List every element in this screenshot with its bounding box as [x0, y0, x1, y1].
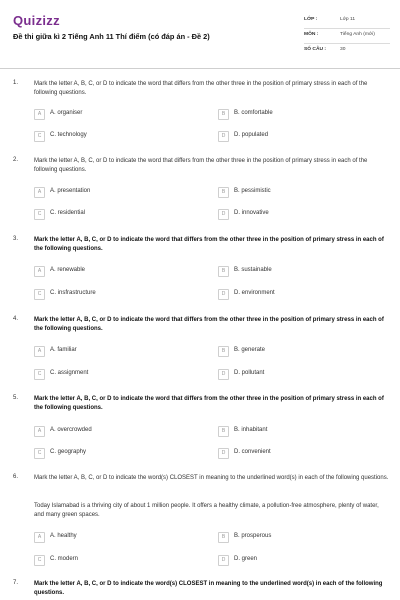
- question-prompt: Mark the letter A, B, C, or D to indicate the word that differs from the other three in the position of primary stress in each of the following questions.: [34, 81, 368, 96]
- meta-row-class: [304, 14, 390, 29]
- option-text: B. prosperous: [234, 533, 272, 539]
- option-text: A. overcrowded: [50, 427, 92, 433]
- option-letter-box: A: [34, 266, 45, 277]
- option-text: B. sustainable: [234, 267, 272, 273]
- meta-value: 30: [340, 47, 346, 52]
- option-text: B. pessimistic: [234, 188, 271, 194]
- option-letter-box: B: [218, 109, 229, 120]
- question-passage: Today Islamabad is a thriving city of about 1 million people. It offers a healthy climate, a pollution-free atmosphere, plenty of water, and many green spaces.: [34, 503, 379, 518]
- meta-key: LỚP :: [304, 17, 318, 22]
- meta-row-subject: [304, 29, 390, 44]
- option-letter-box: D: [218, 448, 229, 459]
- option-text: D. innovative: [234, 210, 269, 216]
- meta-key: SỐ CÂU :: [304, 47, 327, 52]
- option-text: B. inhabitant: [234, 427, 268, 433]
- meta-table: [304, 14, 390, 58]
- option-letter-box: A: [34, 346, 45, 357]
- option-text: B. comfortable: [234, 110, 273, 116]
- option-letter-box: B: [218, 266, 229, 277]
- question-prompt: Mark the letter A, B, C, or D to indicate the word(s) CLOSEST in meaning to the underlined word(s) in each of the following questions.: [34, 475, 389, 481]
- option-letter-box: C: [34, 369, 45, 380]
- option-letter-box: A: [34, 426, 45, 437]
- question-prompt: Mark the letter A, B, C, or D to indicate the word that differs from the other three in the position of primary stress in each of the following questions.: [34, 158, 368, 173]
- question-prompt: Mark the letter A, B, C, or D to indicate the word that differs from the other three in the position of primary stress in each of the following questions.: [34, 396, 384, 411]
- option-text: B. generate: [234, 347, 266, 353]
- option-letter-box: B: [218, 532, 229, 543]
- option-letter-box: D: [218, 289, 229, 300]
- option-text: A. organiser: [50, 110, 83, 116]
- option-letter-box: A: [34, 109, 45, 120]
- quizizz-logo: Quizizz: [13, 13, 60, 28]
- option-letter-box: B: [218, 346, 229, 357]
- option-letter-box: D: [218, 369, 229, 380]
- question-number: 1.: [13, 80, 19, 86]
- option-letter-box: C: [34, 131, 45, 142]
- option-letter-box: D: [218, 131, 229, 142]
- option-text: C. geography: [50, 449, 87, 455]
- question-number: 6.: [13, 474, 19, 480]
- option-text: C. modern: [50, 556, 79, 562]
- option-text: A. healthy: [50, 533, 77, 539]
- question-number: 7.: [13, 580, 19, 586]
- meta-value: Lớp 11: [340, 17, 356, 22]
- option-letter-box: A: [34, 187, 45, 198]
- option-text: A. familiar: [50, 347, 77, 353]
- option-letter-box: C: [34, 448, 45, 459]
- option-letter-box: A: [34, 532, 45, 543]
- question-prompt: Mark the letter A, B, C, or D to indicate the word that differs from the other three in the position of primary stress in each of the following questions.: [34, 237, 384, 252]
- option-letter-box: D: [218, 555, 229, 566]
- option-text: D. environment: [234, 290, 275, 296]
- meta-key: MÔN :: [304, 32, 319, 37]
- option-text: D. populated: [234, 132, 269, 138]
- question-number: 2.: [13, 157, 19, 163]
- option-text: C. technology: [50, 132, 87, 138]
- option-letter-box: C: [34, 289, 45, 300]
- header-divider: [0, 68, 400, 69]
- option-text: C. residential: [50, 210, 86, 216]
- meta-value: Tiếng Anh (mới): [340, 32, 375, 37]
- question-prompt: Mark the letter A, B, C, or D to indicate the word(s) CLOSEST in meaning to the underlined word(s) in each of the following questions.: [34, 581, 383, 596]
- question-number: 5.: [13, 395, 19, 401]
- option-text: A. renewable: [50, 267, 86, 273]
- option-letter-box: C: [34, 555, 45, 566]
- question-number: 4.: [13, 316, 19, 322]
- option-text: A. presentation: [50, 188, 91, 194]
- meta-row-count: [304, 44, 390, 58]
- option-text: D. convenient: [234, 449, 271, 455]
- question-number: 3.: [13, 236, 19, 242]
- option-letter-box: B: [218, 187, 229, 198]
- option-letter-box: B: [218, 426, 229, 437]
- option-text: C. insfrastructure: [50, 290, 96, 296]
- document-title: Đề thi giữa kì 2 Tiếng Anh 11 Thí điểm (có đáp án - Đề 2): [13, 32, 210, 41]
- option-letter-box: C: [34, 209, 45, 220]
- option-text: D. pollutant: [234, 370, 265, 376]
- question-prompt: Mark the letter A, B, C, or D to indicate the word that differs from the other three in the position of primary stress in each of the following questions.: [34, 317, 384, 332]
- option-text: D. green: [234, 556, 258, 562]
- option-text: C. assignment: [50, 370, 89, 376]
- option-letter-box: D: [218, 209, 229, 220]
